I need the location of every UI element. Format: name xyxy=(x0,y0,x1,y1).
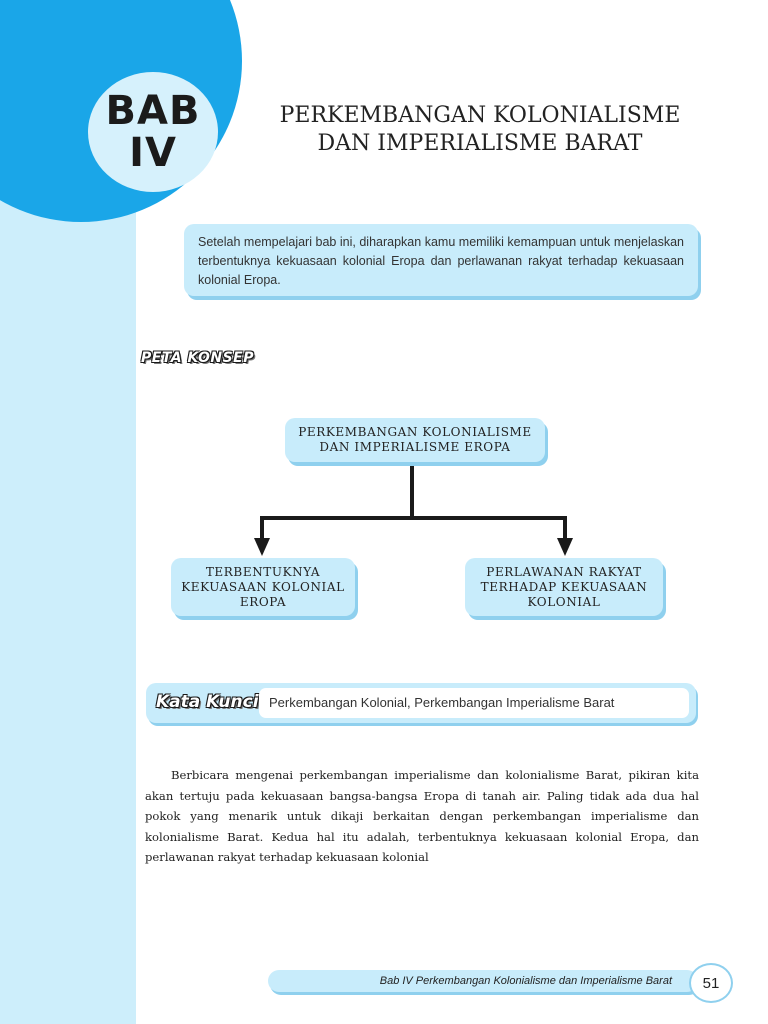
page-number: 51 xyxy=(689,963,733,1003)
chapter-badge-number: IV xyxy=(129,130,177,176)
arrowhead-left xyxy=(254,538,270,556)
footer-running-title: Bab IV Perkembangan Kolonialisme dan Imperialisme Barat xyxy=(268,970,698,992)
chapter-title-line2: DAN IMPERIALISME BARAT xyxy=(317,131,643,156)
body-paragraph: Berbicara mengenai perkembangan imperialisme dan kolonialisme Barat, pikiran kita akan tertuju pada kekuasaan bangsa-bangsa Eropa di tanah air. Paling tidak ada dua hal pokok yang menarik untuk dikaji berkaitan dengan perkembangan imperialisme dan kolonialisme Barat. Kedua hal itu adalah, terbentuknya kekuasaan kolonial Eropa, dan perlawanan rakyat terhadap kekuasaan kolonial xyxy=(145,768,699,864)
concept-node-main-line2: DAN IMPERIALISME EROPA xyxy=(319,440,511,454)
concept-node-right xyxy=(465,558,663,616)
concept-node-left xyxy=(171,558,355,616)
chapter-title-line1: PERKEMBANGAN KOLONIALISME xyxy=(279,103,681,128)
peta-konsep-heading: PETA KONSEP xyxy=(141,350,254,366)
concept-node-right-line1: PERLAWANAN RAKYAT xyxy=(486,564,642,579)
kata-kunci-label: Kata Kunci xyxy=(156,692,259,712)
chapter-badge-label: BAB xyxy=(105,88,201,134)
learning-objective-box: Setelah mempelajari bab ini, diharapkan kamu memiliki kemampuan untuk menjelaskan terbentuknya kekuasaan kolonial Eropa dan perlawanan rakyat terhadap kekuasaan kolonial Eropa. xyxy=(184,224,698,296)
kata-kunci-value: Perkembangan Kolonial, Perkembangan Imperialisme Barat xyxy=(259,688,689,718)
kata-kunci-box xyxy=(146,683,696,723)
concept-node-main xyxy=(285,418,545,462)
concept-node-right-line2: TERHADAP KEKUASAAN xyxy=(480,579,648,594)
concept-node-left-line1: TERBENTUKNYA xyxy=(205,564,321,579)
arrowhead-right xyxy=(557,538,573,556)
concept-node-main-line1: PERKEMBANGAN KOLONIALISME xyxy=(298,425,532,439)
concept-node-left-line3: EROPA xyxy=(239,594,287,609)
concept-node-right-line3: KOLONIAL xyxy=(527,594,601,609)
concept-node-left-line2: KEKUASAAN KOLONIAL xyxy=(181,579,345,594)
